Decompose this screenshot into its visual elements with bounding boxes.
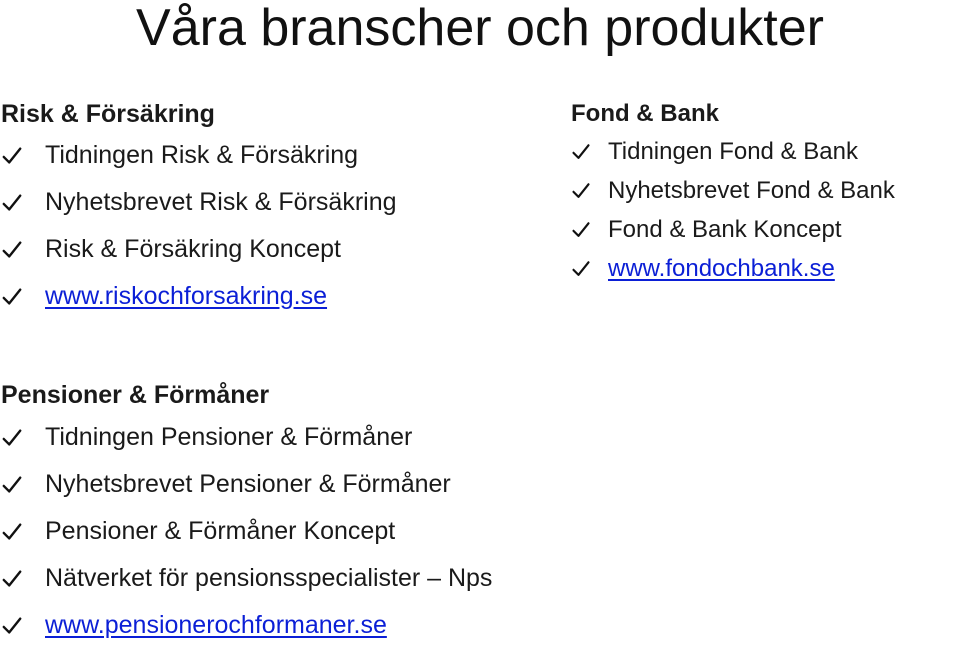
section-heading-pension: Pensioner & Förmåner xyxy=(1,381,270,409)
check-icon xyxy=(571,142,608,162)
list-item xyxy=(1,132,397,179)
section-pensioner-formaner xyxy=(1,376,492,649)
list-item xyxy=(1,555,492,602)
check-icon xyxy=(1,615,45,637)
check-icon xyxy=(1,239,45,261)
check-icon xyxy=(1,427,45,449)
list-fond xyxy=(571,132,895,288)
check-icon xyxy=(1,286,45,308)
list-item-text: Fond & Bank Koncept xyxy=(608,215,842,243)
check-icon xyxy=(1,568,45,590)
list-risk xyxy=(1,132,397,320)
list-item xyxy=(1,414,492,461)
link-fondochbank[interactable]: www.fondochbank.se xyxy=(608,254,835,282)
list-item xyxy=(1,226,397,273)
list-item-text: Tidningen Fond & Bank xyxy=(608,137,858,165)
list-item xyxy=(571,210,895,249)
check-icon xyxy=(571,259,608,279)
list-item xyxy=(1,508,492,555)
list-item xyxy=(571,171,895,210)
page-title: Våra branscher och produkter xyxy=(136,0,824,57)
list-item-text: Nätverket för pensionsspecialister – Nps xyxy=(45,564,493,592)
list-item-text: Tidningen Pensioner & Förmåner xyxy=(45,423,413,451)
list-item-text: Nyhetsbrevet Pensioner & Förmåner xyxy=(45,470,451,498)
list-item xyxy=(1,179,397,226)
list-item xyxy=(1,273,397,320)
section-risk-forsakring xyxy=(1,96,397,320)
section-heading-risk: Risk & Försäkring xyxy=(1,100,215,128)
list-item xyxy=(1,461,492,508)
list-item xyxy=(1,602,492,649)
list-item-text: Tidningen Risk & Försäkring xyxy=(45,141,359,169)
check-icon xyxy=(571,220,608,240)
link-pensionerochformaner[interactable]: www.pensionerochformaner.se xyxy=(45,611,387,639)
list-pension xyxy=(1,414,492,649)
check-icon xyxy=(1,521,45,543)
link-riskochforsakring[interactable]: www.riskochforsakring.se xyxy=(45,282,328,310)
section-fond-bank xyxy=(571,96,895,288)
check-icon xyxy=(1,474,45,496)
check-icon xyxy=(1,145,45,167)
list-item xyxy=(571,132,895,171)
check-icon xyxy=(571,181,608,201)
list-item xyxy=(571,249,895,288)
list-item-text: Risk & Försäkring Koncept xyxy=(45,235,341,263)
list-item-text: Pensioner & Förmåner Koncept xyxy=(45,517,396,545)
check-icon xyxy=(1,192,45,214)
list-item-text: Nyhetsbrevet Risk & Försäkring xyxy=(45,188,397,216)
list-item-text: Nyhetsbrevet Fond & Bank xyxy=(608,176,895,204)
section-heading-fond: Fond & Bank xyxy=(571,100,719,127)
